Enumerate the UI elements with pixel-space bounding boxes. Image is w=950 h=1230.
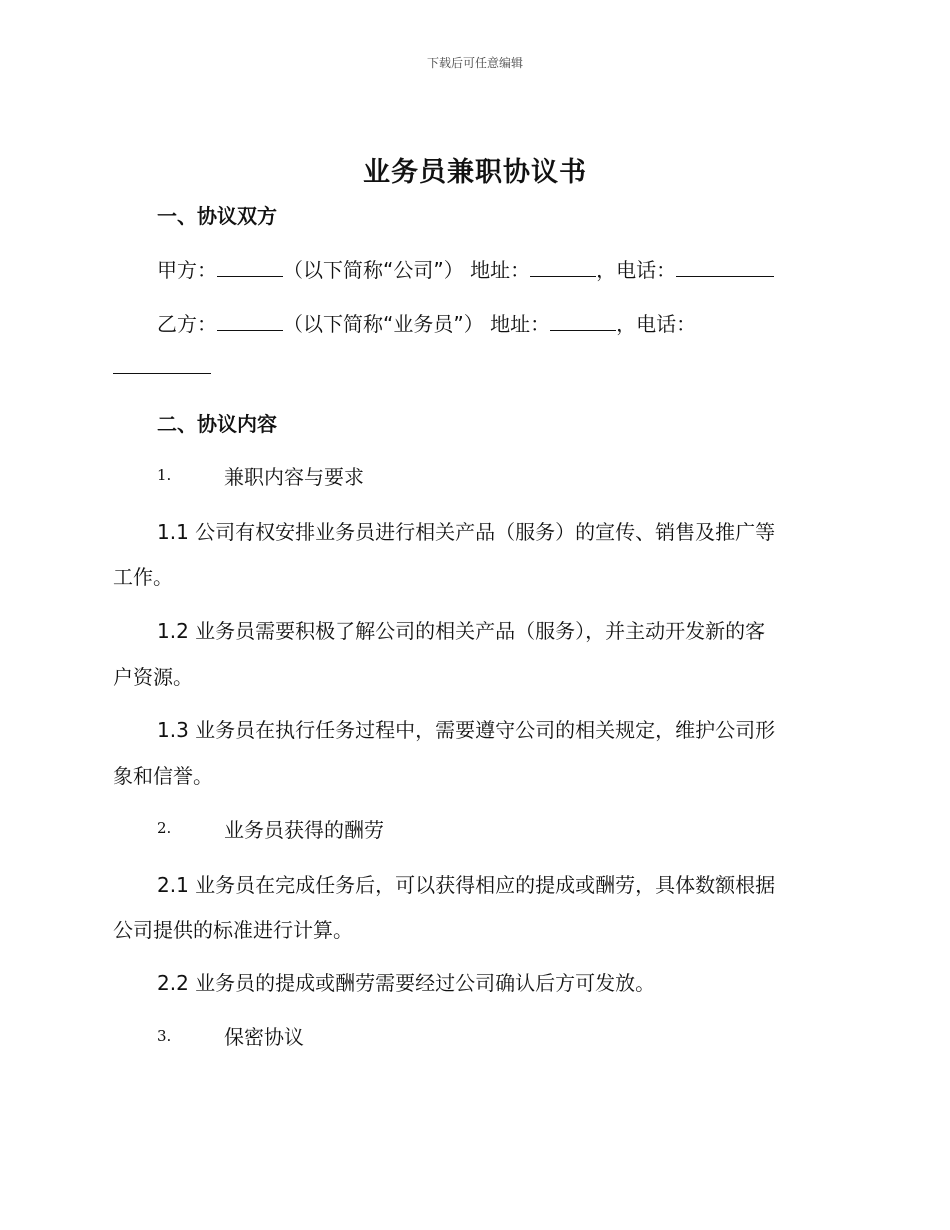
clause-1-1-line-1: 1.1 公司有权安排业务员进行相关产品（服务）的宣传、销售及推广等 xyxy=(157,520,776,544)
party-b-sep: ， xyxy=(616,312,637,336)
party-a-phone-label: 电话： xyxy=(616,258,677,282)
party-a-sep: ， xyxy=(596,258,617,282)
clause-1-2-line-2: 户资源。 xyxy=(113,665,193,689)
item-3-number: 3. xyxy=(157,1027,172,1045)
party-b-phone-blank xyxy=(113,355,211,374)
party-b-label: 乙方： xyxy=(157,312,217,336)
party-b-name-blank xyxy=(217,312,283,331)
clause-1-1-line-2: 工作。 xyxy=(113,565,173,589)
party-a-address-label: 地址： xyxy=(470,258,531,282)
party-a-phone-blank xyxy=(676,258,774,277)
clause-1-2-line-1: 1.2 业务员需要积极了解公司的相关产品（服务），并主动开发新的客 xyxy=(157,619,766,643)
clause-1-3-line-1: 1.3 业务员在执行任务过程中，需要遵守公司的相关规定，维护公司形 xyxy=(157,718,776,742)
party-b-phone-label: 电话： xyxy=(636,312,697,336)
item-1-number: 1. xyxy=(157,466,172,484)
item-1-label: 兼职内容与要求 xyxy=(224,465,364,489)
clause-2-1-line-1: 2.1 业务员在完成任务后，可以获得相应的提成或酬劳，具体数额根据 xyxy=(157,873,776,897)
clause-2-1-line-2: 公司提供的标准进行计算。 xyxy=(113,918,353,942)
header-note: 下载后可任意编辑 xyxy=(426,56,523,70)
party-a-label: 甲方： xyxy=(157,258,217,282)
party-a-address-blank xyxy=(530,258,596,277)
item-2-label: 业务员获得的酬劳 xyxy=(224,818,384,842)
party-b-abbr: （以下简称“业务员”） xyxy=(283,312,484,336)
party-a-line xyxy=(157,254,774,283)
party-a-abbr: （以下简称“公司”） xyxy=(283,258,464,282)
party-b-line xyxy=(157,308,696,337)
party-b-phone-line xyxy=(113,355,211,379)
party-a-name-blank xyxy=(217,258,283,277)
document-title: 业务员兼职协议书 xyxy=(363,157,587,188)
item-2-number: 2. xyxy=(157,819,172,837)
item-3-label: 保密协议 xyxy=(224,1025,304,1049)
party-b-address-label: 地址： xyxy=(490,312,551,336)
party-b-address-blank xyxy=(550,312,616,331)
clause-1-3-line-2: 象和信誉。 xyxy=(113,764,213,788)
section-heading-parties: 一、协议双方 xyxy=(157,204,277,228)
clause-2-2: 2.2 业务员的提成或酬劳需要经过公司确认后方可发放。 xyxy=(157,971,656,995)
section-heading-content: 二、协议内容 xyxy=(157,412,277,436)
